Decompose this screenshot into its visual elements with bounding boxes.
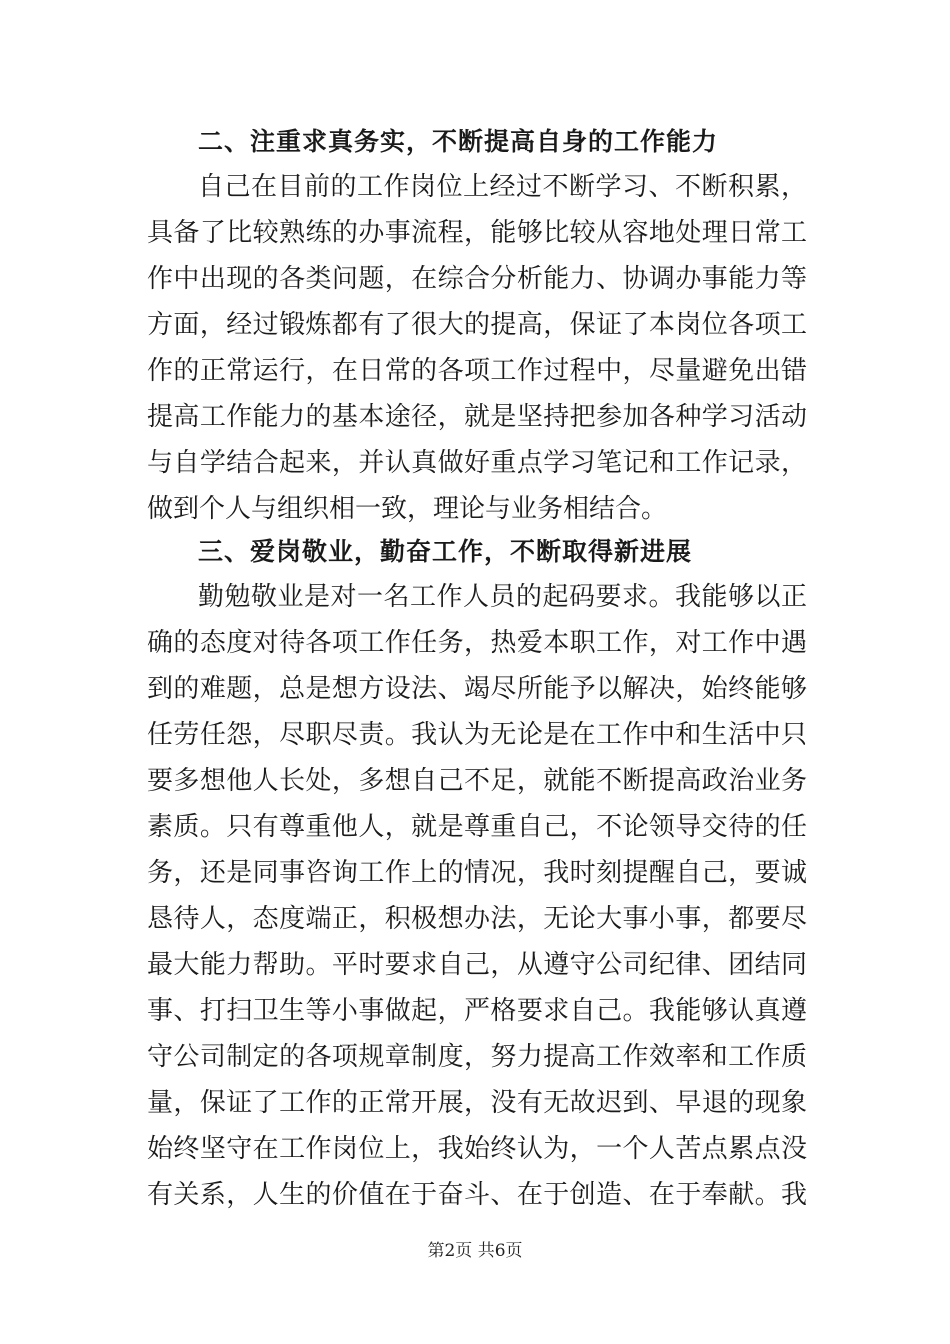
section-heading-2: 二、注重求真务实，不断提高自身的工作能力: [198, 127, 719, 156]
paragraph-line: 事、打扫卫生等小事做起，严格要求自己。我能够认真遵: [147, 996, 807, 1026]
page-number-footer: 第2页 共6页: [427, 1241, 523, 1261]
paragraph-line: 恳待人，态度端正，积极想办法，无论大事小事，都要尽: [147, 904, 807, 934]
paragraph-line: 方面，经过锻炼都有了很大的提高，保证了本岗位各项工: [147, 310, 807, 340]
paragraph-line: 提高工作能力的基本途径，就是坚持把参加各种学习活动: [147, 402, 807, 432]
paragraph-line: 与自学结合起来，并认真做好重点学习笔记和工作记录，: [147, 448, 807, 478]
paragraph-line: 确的态度对待各项工作任务，热爱本职工作，对工作中遇: [147, 628, 807, 658]
paragraph-line: 务，还是同事咨询工作上的情况，我时刻提醒自己，要诚: [147, 858, 807, 888]
paragraph-line: 最大能力帮助。平时要求自己，从遵守公司纪律、团结同: [147, 950, 807, 980]
section-heading-3: 三、爱岗敬业，勤奋工作，不断取得新进展: [198, 537, 693, 566]
paragraph-line: 要多想他人长处，多想自己不足，就能不断提高政治业务: [147, 766, 807, 796]
paragraph-line: 有关系，人生的价值在于奋斗、在于创造、在于奉献。我: [147, 1180, 807, 1210]
paragraph-line: 做到个人与组织相一致，理论与业务相结合。: [147, 494, 668, 524]
paragraph-line: 具备了比较熟练的办事流程，能够比较从容地处理日常工: [147, 218, 807, 248]
paragraph-line: 作中出现的各类问题，在综合分析能力、协调办事能力等: [147, 264, 807, 294]
paragraph-line: 量，保证了工作的正常开展，没有无故迟到、早退的现象: [147, 1088, 807, 1118]
paragraph-line: 素质。只有尊重他人，就是尊重自己，不论领导交待的任: [147, 812, 807, 842]
paragraph-line: 自己在目前的工作岗位上经过不断学习、不断积累，: [198, 172, 807, 202]
paragraph-line: 到的难题，总是想方设法、竭尽所能予以解决，始终能够: [147, 674, 807, 704]
paragraph-line: 始终坚守在工作岗位上，我始终认为，一个人苦点累点没: [147, 1134, 807, 1164]
paragraph-line: 守公司制定的各项规章制度，努力提高工作效率和工作质: [147, 1042, 807, 1072]
paragraph-line: 任劳任怨，尽职尽责。我认为无论是在工作中和生活中只: [147, 720, 807, 750]
paragraph-line: 勤勉敬业是对一名工作人员的起码要求。我能够以正: [198, 582, 807, 612]
paragraph-line: 作的正常运行，在日常的各项工作过程中，尽量避免出错: [147, 356, 807, 386]
